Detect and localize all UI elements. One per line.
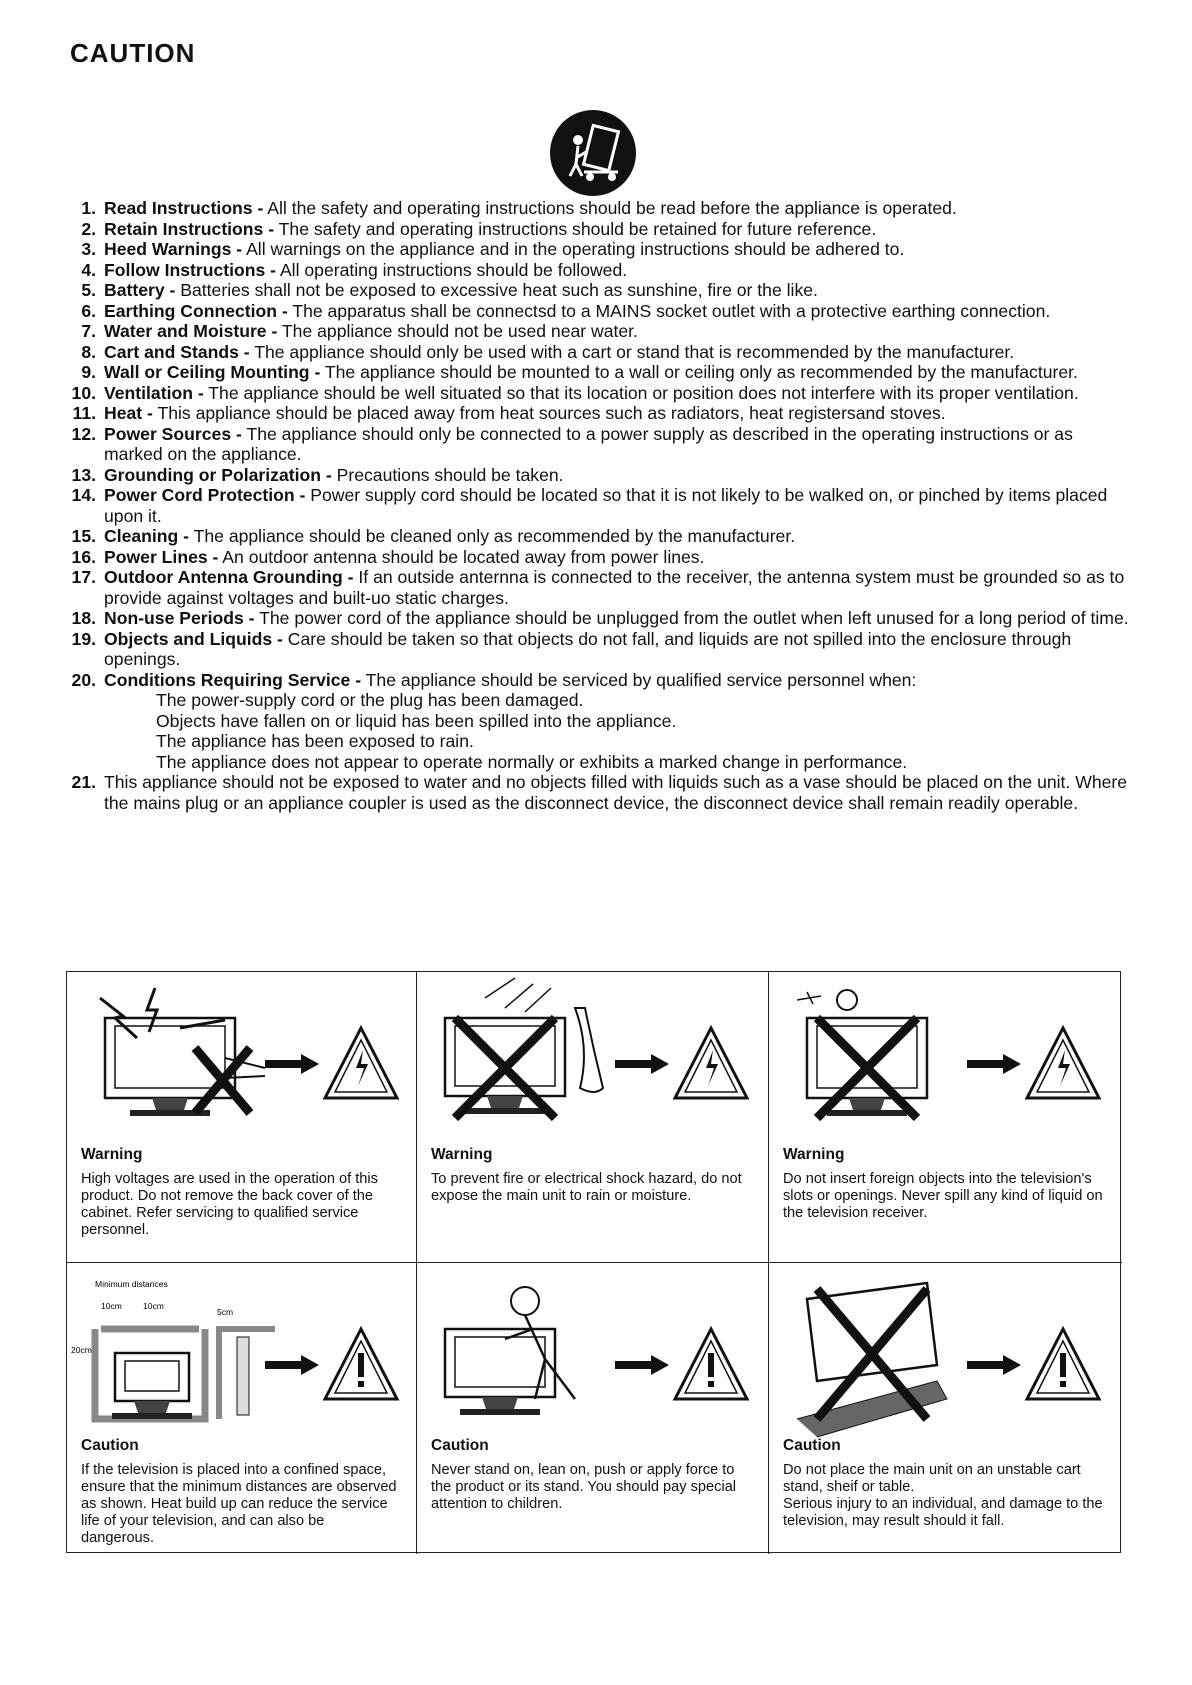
panel-heading: Caution	[783, 1437, 841, 1454]
instruction-term: Cleaning -	[104, 526, 190, 546]
instruction-text: All warnings on the appliance and in the operating instructions should be adhered to.	[242, 239, 905, 259]
instruction-number: 19.	[71, 628, 96, 649]
instruction-term: Objects and Liquids -	[104, 628, 283, 649]
page-title: CAUTION	[70, 38, 196, 68]
instruction-term: Battery -	[104, 280, 176, 300]
instruction-text: If an outside anternna is connected to the receiver, the antenna system must be grounded so as to provide against voltages and built-uo static charges.	[104, 567, 1125, 608]
instruction-item	[62, 342, 1132, 363]
caution-panel	[417, 1263, 769, 1554]
instruction-text: The appliance should not be used near water.	[277, 321, 638, 341]
instruction-term: Water and Moisture -	[104, 321, 278, 341]
top-distance-label: 10cm	[143, 1301, 164, 1311]
instruction-item	[62, 260, 1132, 281]
electric-shock-warning-icon	[777, 978, 1107, 1146]
instruction-number: 5.	[81, 280, 96, 300]
service-conditions	[104, 690, 1132, 772]
bottom-distance-label: 20cm	[71, 1345, 92, 1355]
instruction-text: This appliance should not be exposed to water and no objects filled with liquids such as a vase should be placed on the unit. Where the mains plug or an appliance coupler is used as the disconnect device, the disconnect device shall remain readily operable.	[104, 772, 1128, 813]
caution-panel	[67, 1263, 417, 1554]
caution-panel	[769, 972, 1122, 1263]
instruction-text: Batteries shall not be exposed to excessive heat such as sunshine, fire or the like.	[175, 280, 818, 300]
exclamation-warning-icon	[777, 1269, 1107, 1437]
instruction-item	[62, 403, 1132, 424]
instruction-item	[62, 198, 1132, 219]
panel-body: Do not insert foreign objects into the television's slots or openings. Never spill any kind of liquid on the television receiver.	[783, 1171, 1103, 1221]
instruction-number: 15.	[71, 526, 96, 546]
instruction-item	[62, 321, 1132, 342]
instruction-text: This appliance should be placed away from heat sources such as radiators, heat registersand stoves.	[152, 403, 946, 423]
instruction-text: The appliance should be serviced by qualified service personnel when:	[361, 669, 917, 690]
caution-panel	[769, 1263, 1122, 1554]
instruction-number: 9.	[81, 362, 96, 382]
instruction-text: All the safety and operating instructions should be read before the appliance is operated.	[263, 198, 957, 218]
panel-heading: Caution	[81, 1437, 139, 1454]
panel-body: To prevent fire or electrical shock hazard, do not expose the main unit to rain or moisture.	[431, 1171, 742, 1204]
instruction-term: Follow Instructions -	[104, 259, 277, 280]
electric-shock-warning-icon	[425, 978, 755, 1146]
instruction-item	[62, 219, 1132, 240]
panel-heading: Caution	[431, 1437, 489, 1454]
instruction-text: The appliance should only be connected to a power supply as described in the operating instructions or as marked on the appliance.	[104, 423, 1073, 464]
instruction-item	[62, 547, 1132, 568]
cart-tip-over-icon	[548, 108, 638, 198]
caution-panel	[67, 972, 417, 1263]
instruction-item	[62, 608, 1132, 629]
instruction-number: 8.	[81, 341, 96, 362]
instruction-term: Power Lines -	[104, 546, 219, 567]
instruction-term: Heat -	[104, 403, 153, 423]
electric-shock-warning-icon	[75, 978, 405, 1146]
instruction-item	[62, 629, 1132, 670]
back-distance-label: 5cm	[217, 1307, 234, 1317]
instruction-term: Outdoor Antenna Grounding -	[104, 567, 354, 587]
instruction-number: 3.	[81, 239, 96, 259]
instruction-number: 16.	[71, 546, 96, 567]
instruction-item	[62, 280, 1132, 301]
instruction-term: Power Sources -	[104, 423, 242, 444]
instruction-number: 13.	[71, 464, 96, 485]
instruction-number: 17.	[71, 567, 96, 587]
instruction-term: Non-use Periods -	[104, 608, 255, 628]
instruction-number: 18.	[71, 608, 96, 628]
instruction-text: The appliance should be well situated so that its location or position does not interfere with its proper ventilation.	[203, 382, 1079, 403]
instruction-text: All operating instructions should be followed.	[276, 259, 628, 280]
instruction-number: 11.	[72, 403, 96, 423]
service-condition: Objects have fallen on or liquid has been spilled into the appliance.	[156, 710, 677, 731]
exclamation-warning-icon	[425, 1269, 755, 1437]
instruction-number: 4.	[81, 259, 96, 280]
instruction-text: The appliance should only be used with a cart or stand that is recommended by the manufacturer.	[249, 341, 1015, 362]
panel-body: Do not place the main unit on an unstable cart stand, sheif or table. Serious injury to an individual, and damage to the television, may result should it fall.	[783, 1462, 1103, 1529]
instruction-item	[62, 383, 1132, 404]
instruction-text: An outdoor antenna should be located away from power lines.	[218, 546, 705, 567]
instruction-term: Conditions Requiring Service -	[104, 669, 362, 690]
instruction-term: Heed Warnings -	[104, 239, 243, 259]
instruction-item	[62, 362, 1132, 383]
instruction-term: Wall or Ceiling Mounting -	[104, 362, 321, 382]
instruction-item	[62, 485, 1132, 526]
panel-body: High voltages are used in the operation of this product. Do not remove the back cover of the cabinet. Refer servicing to qualified service personnel.	[81, 1171, 378, 1238]
caution-panel	[417, 972, 769, 1263]
panel-body: If the television is placed into a confined space, ensure that the minimum distances are observed as shown. Heat build up can reduce the service life of your television, and can also be dangerous.	[81, 1462, 397, 1546]
instruction-item	[62, 239, 1132, 260]
instruction-item	[62, 301, 1132, 322]
instruction-number: 12.	[71, 423, 96, 444]
instruction-term: Read Instructions -	[104, 198, 264, 218]
instruction-term: Ventilation -	[104, 382, 204, 403]
instruction-item	[62, 424, 1132, 465]
diagram-title: Minimum distances	[95, 1279, 168, 1289]
instruction-number: 2.	[81, 218, 96, 239]
instruction-number: 14.	[71, 485, 96, 505]
instruction-term: Cart and Stands -	[104, 341, 250, 362]
instructions-list	[62, 198, 1132, 813]
instruction-item	[62, 526, 1132, 547]
instruction-number: 6.	[81, 300, 96, 321]
instruction-item	[62, 567, 1132, 608]
panel-heading: Warning	[431, 1146, 493, 1163]
instruction-text: The safety and operating instructions should be retained for future reference.	[274, 218, 877, 239]
instruction-item	[62, 465, 1132, 486]
instruction-item	[62, 772, 1132, 813]
instruction-text: Precautions should be taken.	[331, 464, 564, 485]
instruction-item	[62, 670, 1132, 773]
instruction-text: Power supply cord should be located so that it is not likely to be walked on, or pinched by items placed upon it.	[104, 485, 1108, 526]
instruction-text: Care should be taken so that objects do not fall, and liquids are not spilled into the enclosure through openings.	[104, 628, 1072, 669]
instruction-number: 20.	[71, 669, 96, 690]
instruction-term: Earthing Connection -	[104, 300, 288, 321]
instruction-number: 7.	[81, 321, 96, 341]
panel-body: Never stand on, lean on, push or apply force to the product or its stand. You should pay special attention to children.	[431, 1462, 737, 1512]
instruction-text: The appliance should be cleaned only as recommended by the manufacturer.	[189, 526, 796, 546]
instruction-text: The power cord of the appliance should be unplugged from the outlet when left unused for a long period of time.	[254, 608, 1129, 628]
exclamation-warning-icon	[71, 1269, 405, 1437]
service-condition: The appliance does not appear to operate normally or exhibits a marked change in performance.	[156, 751, 908, 772]
instruction-number: 10.	[71, 382, 96, 403]
side-distance-label: 10cm	[101, 1301, 122, 1311]
instruction-number: 1.	[81, 198, 96, 218]
instruction-text: The apparatus shall be connectsd to a MAINS socket outlet with a protective earthing connection.	[287, 300, 1051, 321]
caution-panels	[66, 971, 1121, 1553]
panel-heading: Warning	[783, 1146, 845, 1163]
instruction-term: Grounding or Polarization -	[104, 464, 332, 485]
service-condition: The power-supply cord or the plug has been damaged.	[156, 690, 584, 710]
instruction-term: Retain Instructions -	[104, 218, 275, 239]
instruction-text: The appliance should be mounted to a wall or ceiling only as recommended by the manufacturer.	[320, 362, 1078, 382]
panel-heading: Warning	[81, 1146, 143, 1163]
instruction-number: 21.	[71, 772, 96, 792]
service-condition: The appliance has been exposed to rain.	[156, 731, 474, 751]
instruction-term: Power Cord Protection -	[104, 485, 306, 505]
